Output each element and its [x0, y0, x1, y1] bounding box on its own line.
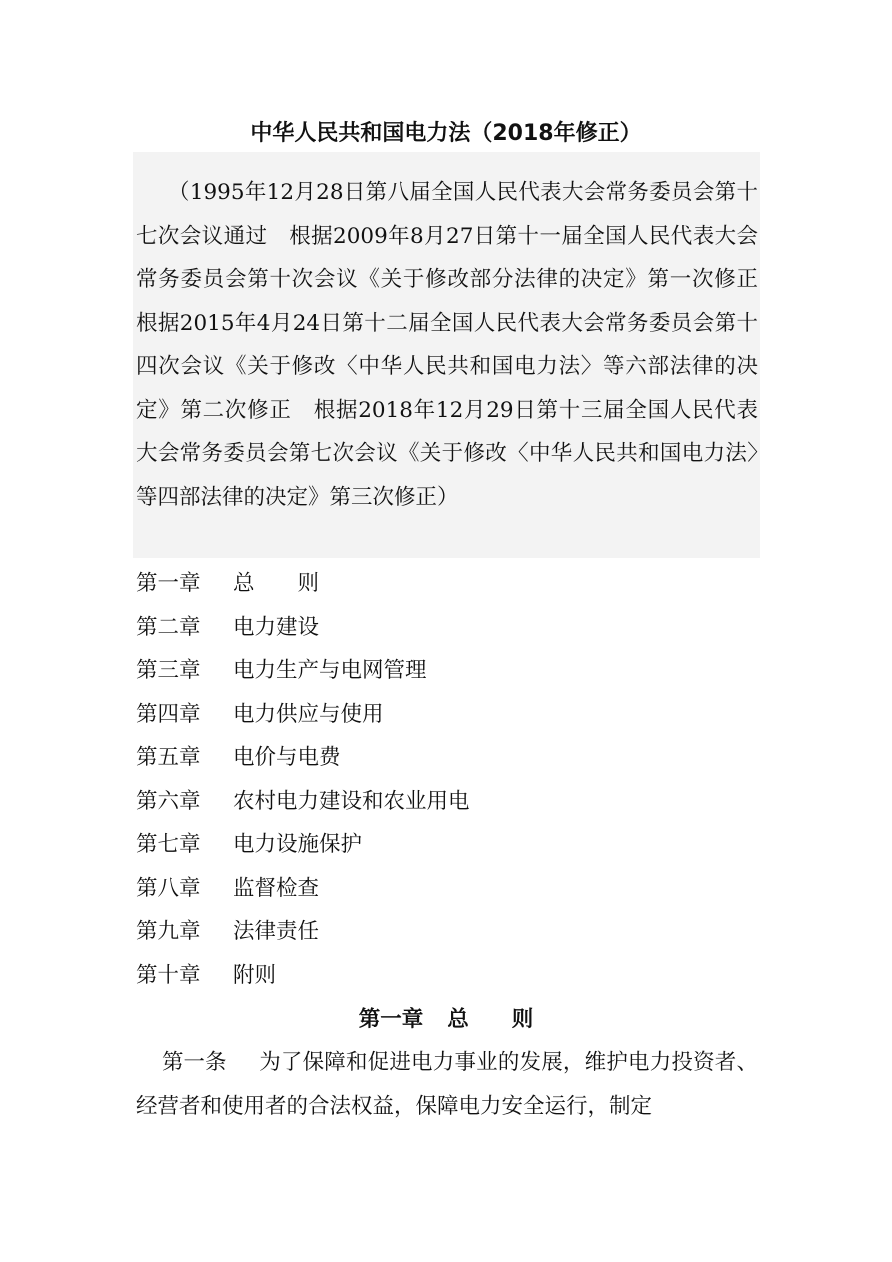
article-paragraph — [136, 1041, 758, 1128]
chapter-heading-title: 总 则 — [447, 1007, 534, 1032]
article-text: 为了保障和促进电力事业的发展，维护电力投资者、经营者和使用者的合法权益，保障电力安全运行，制定 — [136, 1050, 758, 1119]
article-number: 第一条 — [162, 1050, 227, 1075]
toc-item — [136, 562, 756, 606]
toc-chapter-title: 监督检查 — [233, 875, 320, 901]
toc-item — [136, 606, 756, 650]
toc-item — [136, 823, 756, 867]
toc-chapter-number: 第二章 — [136, 614, 201, 640]
toc-chapter-title: 法律责任 — [233, 919, 320, 944]
toc-chapter-number: 第九章 — [136, 919, 201, 944]
toc-chapter-number: 第三章 — [136, 658, 201, 683]
toc-chapter-number: 第八章 — [136, 875, 201, 901]
toc-item — [136, 649, 756, 693]
toc-chapter-title: 电价与电费 — [233, 745, 341, 770]
toc-item — [136, 693, 756, 737]
toc-chapter-title: 电力生产与电网管理 — [233, 658, 427, 683]
toc-chapter-number: 第四章 — [136, 701, 201, 727]
toc-chapter-title: 总 则 — [233, 571, 320, 596]
chapter-heading-number: 第一章 — [358, 1007, 424, 1032]
toc-chapter-number: 第七章 — [136, 832, 201, 857]
toc-item — [136, 780, 756, 824]
toc-chapter-title: 农村电力建设和农业用电 — [233, 788, 470, 814]
toc-chapter-title: 附则 — [233, 962, 277, 988]
toc-item — [136, 867, 756, 911]
chapter-heading — [0, 998, 892, 1042]
toc-chapter-number: 第十章 — [136, 962, 201, 988]
toc-chapter-title: 电力设施保护 — [233, 832, 363, 857]
document-title: 中华人民共和国电力法（2018年修正） — [250, 121, 642, 146]
toc-chapter-title: 电力供应与使用 — [233, 701, 384, 727]
toc-chapter-title: 电力建设 — [233, 614, 320, 640]
toc-chapter-number: 第一章 — [136, 571, 201, 596]
preamble-block: （1995年12月28日第八届全国人民代表大会常务委员会第十七次会议通过 根据2009年8月27日第十一届全国人民代表大会常务委员会第十次会议《关于修改部分法律的决定》第一次修正 根据2015年4月24日第十二届全国人民代表大会常务委员会第十四次会议《关于修改〈中华人民共和国电力法〉等六部法律的决定》第二次修正 根据2018年12月29日第十三届全国人民代表大会常务委员会第七次会议《关于修改〈中华人民共和国电力法〉等四部法律的决定》第三次修正） — [133, 152, 760, 558]
toc-chapter-number: 第五章 — [136, 745, 201, 770]
toc-item — [136, 954, 756, 998]
toc-item — [136, 910, 756, 954]
toc-chapter-number: 第六章 — [136, 788, 201, 814]
table-of-contents — [136, 562, 756, 997]
toc-item — [136, 736, 756, 780]
